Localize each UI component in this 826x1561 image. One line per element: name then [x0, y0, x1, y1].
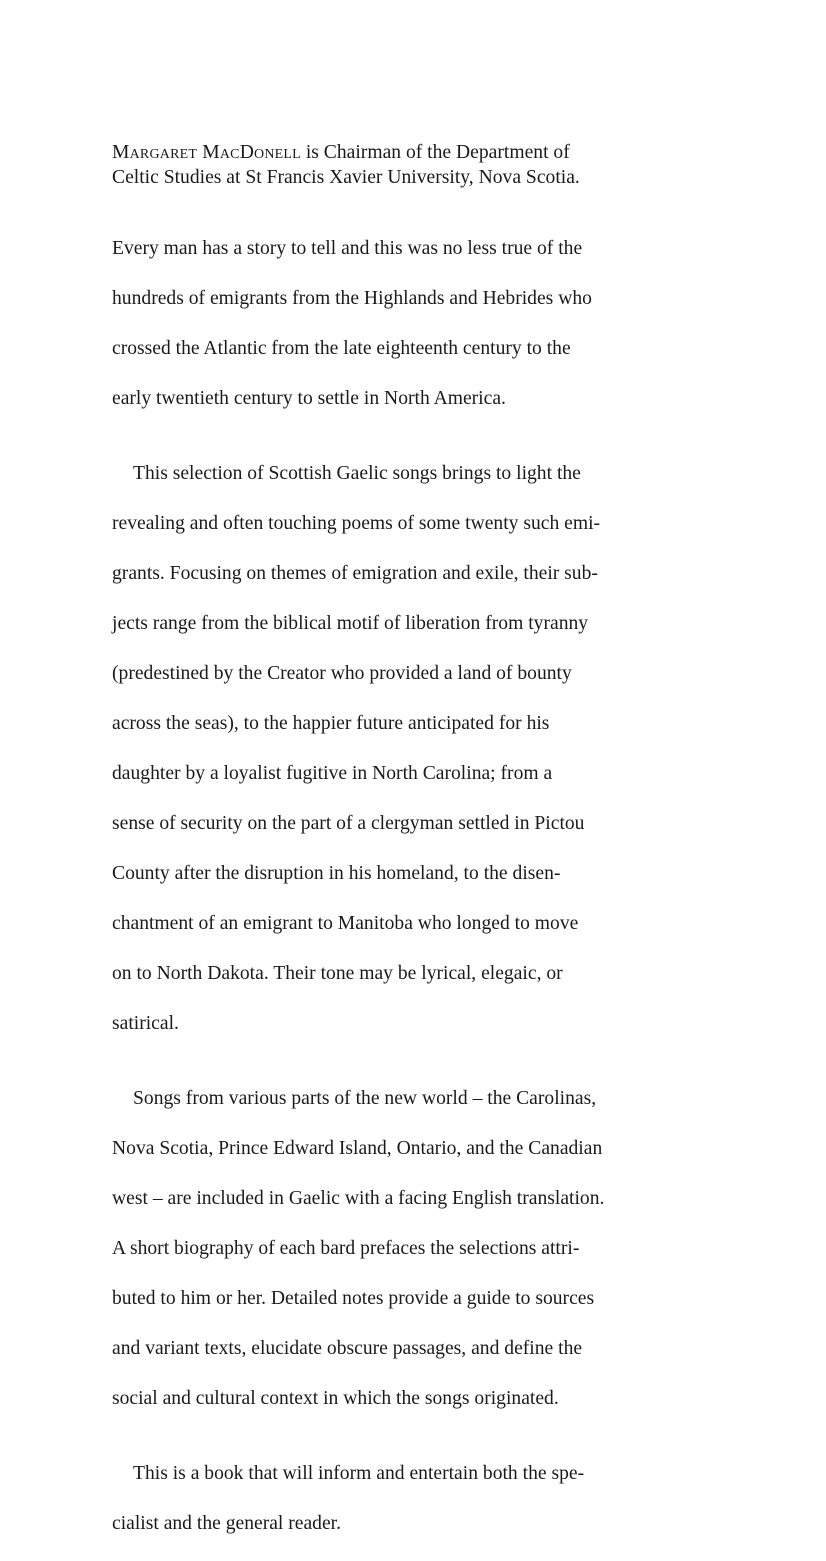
paragraph-line: early twentieth century to settle in North America.: [112, 388, 506, 409]
paragraph-line: social and cultural context in which the songs originated.: [112, 1388, 559, 1409]
paragraph-line: This is a book that will inform and entertain both the spe-: [133, 1463, 585, 1484]
paragraph-line: cialist and the general reader.: [112, 1513, 342, 1534]
paragraph-line: Songs from various parts of the new world – the Carolinas,: [133, 1088, 597, 1109]
description-paragraph-2: [112, 436, 712, 1061]
paragraph-line: A short biography of each bard prefaces the selections attri-: [112, 1238, 580, 1259]
paragraph-line: daughter by a loyalist fugitive in North Carolina; from a: [112, 763, 553, 784]
author-note: [112, 140, 712, 190]
paragraph-line: This selection of Scottish Gaelic songs brings to light the: [133, 463, 581, 484]
description-paragraph-4: [112, 1436, 712, 1561]
book-description: [112, 211, 712, 1561]
paragraph-line: satirical.: [112, 1013, 179, 1034]
paragraph-line: across the seas), to the happier future anticipated for his: [112, 713, 550, 734]
paragraph-line: (predestined by the Creator who provided a land of bounty: [112, 663, 572, 684]
paragraph-line: jects range from the biblical motif of liberation from tyranny: [112, 613, 589, 634]
book-jacket-text: [112, 140, 712, 1561]
description-paragraph-1: [112, 211, 712, 436]
paragraph-line: hundreds of emigrants from the Highlands and Hebrides who: [112, 288, 592, 309]
paragraph-line: on to North Dakota. Their tone may be lyrical, elegaic, or: [112, 963, 563, 984]
description-paragraph-3: [112, 1061, 712, 1436]
paragraph-line: grants. Focusing on themes of emigration and exile, their sub-: [112, 563, 598, 584]
paragraph-line: chantment of an emigrant to Manitoba who longed to move: [112, 913, 579, 934]
paragraph-line: and variant texts, elucidate obscure passages, and define the: [112, 1338, 583, 1359]
paragraph-line: sense of security on the part of a clergyman settled in Pictou: [112, 813, 585, 834]
author-note-line-2: Celtic Studies at St Francis Xavier University, Nova Scotia.: [112, 167, 580, 188]
author-note-line-1: [112, 140, 712, 165]
paragraph-line: Nova Scotia, Prince Edward Island, Ontario, and the Canadian: [112, 1138, 603, 1159]
paragraph-line: revealing and often touching poems of some twenty such emi-: [112, 513, 601, 534]
paragraph-line: west – are included in Gaelic with a facing English translation.: [112, 1188, 605, 1209]
paragraph-line: crossed the Atlantic from the late eighteenth century to the: [112, 338, 571, 359]
author-name: Margaret MacDonell: [112, 142, 301, 163]
paragraph-line: buted to him or her. Detailed notes provide a guide to sources: [112, 1288, 595, 1309]
paragraph-line: County after the disruption in his homeland, to the disen-: [112, 863, 561, 884]
paragraph-line: Every man has a story to tell and this was no less true of the: [112, 238, 583, 259]
author-note-text-1: is Chairman of the Department of: [300, 142, 570, 163]
